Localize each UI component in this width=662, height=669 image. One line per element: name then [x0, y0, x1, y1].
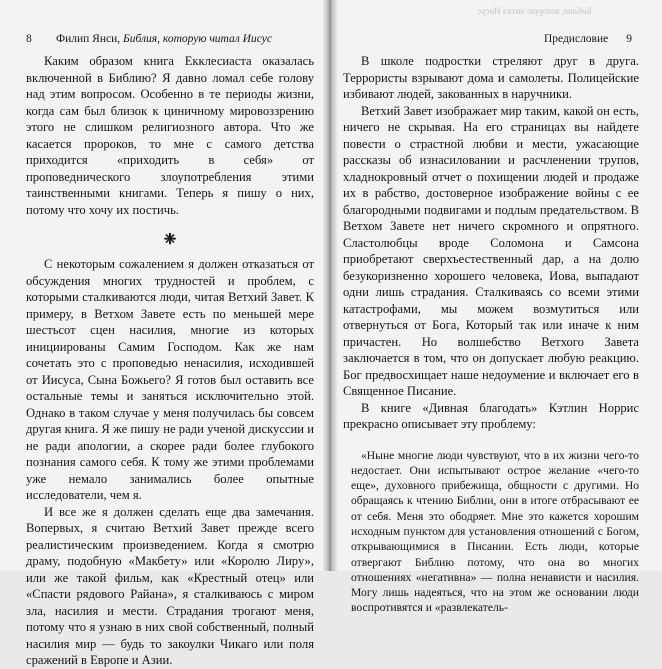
section-title: Предисловие [543, 33, 609, 45]
paragraph: В школе подростки стреляют друг в друга. Террористы взрывают дома и самолеты. Полицейские избивают людей, закованных в наручники. [343, 54, 639, 101]
left-page [0, 0, 326, 667]
right-running-header [332, 33, 632, 45]
paragraph: И все же я должен сделать еще два замечания. Вопервых, я считаю Ветхий Завет прежде всего реалистическим произведением. Когда я смотрю драму, подобную «Макбету» или «Королю Лиру», или же такой фильм, как «Крестный отец» или «Спасти рядового Райана», я сталкиваюсь с миром зла, насилия и мести. Страдания трогают меня, потому что я узнаю в них свой собственный, полный насилия мир — будь то закоулки Чикаго или поля сражений в Европе и Азии. [26, 504, 314, 667]
bleed-through-text: Библия, которую читал Иисус [477, 6, 592, 16]
left-body-text [26, 53, 314, 669]
page-number-left: 8 [26, 33, 32, 45]
paragraph: Ветхий Завет изображает мир таким, какой он есть, ничего не скрывая. На его страницах вы найдете повести о страстной любви и мести, ужасающие рассказы об изнасиловании и расчленении трупов, хладнокровный отчет о похищении людей и продаже их в рабство, достоверное изображение войны с ее благородными подвигами и подлым предательством. В Ветхом Завете нет ничего скромного и опрятного. Сластолюбцы вроде Соломона и Самсона приобретают сверхъестественный дар, а на долю безукоризненно хорошего человека, Иова, выпадают одни лишь страдания. Сталкиваясь со всеми этими катастрофами, мы можем возмутиться или отвернуться от Бога, Который так или иначе к ним причастен. Но волшебство Ветхого Завета заключается в том, что он допускает любую реакцию. Бог предвосхищает наше недоумение и включает его в Священное Писание. [343, 103, 639, 398]
paragraph: В книге «Дивная благодать» Кэтлин Норрис прекрасно описывает эту проблему: [343, 400, 639, 431]
left-running-header [26, 33, 316, 45]
paragraph: Каким образом книга Екклесиаста оказалась включенной в Библию? Я давно ломал себе голову над этим вопросом. Особенно в те периоды жизни, когда сам был близок к циничному мировоззрению этого не слишком религиозного автора. Что же касается пророков, то мне с самого детства приходится «приходить в себя» от проповеднического злоупотребления этими таинственными книгами. Теперь я пишу о них, потому что хочу их постичь. [26, 54, 314, 217]
right-page [332, 0, 662, 615]
quote-text: «Ныне многие люди чувствуют, что в их жизни чего-то недостает. Они испытывают острое желание «чего-то еще», духовного прибежища, общности с другими. Но обращаясь к чтению Библии, они в итоге отбрасывают ее от себя. Меня это ободряет. Мне это кажется хорошим исходным пунктом для установления отношений с Богом, открывающимися в Писании. Есть люди, которые отвергают Библию потому, что она во многих отношениях «негативна» — полна ненависти и насилия. Могу лишь надеяться, что на этом же основании люди воспротивятся и «развлекатель- [351, 448, 639, 615]
block-quote [343, 448, 639, 616]
author-name: Филип Янси, [56, 33, 121, 45]
book-gutter [322, 0, 338, 571]
book-title: Библия, которую читал Иисус [123, 33, 272, 45]
section-separator: ❈ [163, 232, 177, 248]
right-body-text [343, 53, 639, 616]
page-number-right: 9 [626, 33, 632, 45]
paragraph: С некоторым сожалением я должен отказаться от обсуждения многих трудностей и проблем, с которыми сталкиваются люди, читая Ветхий Завет. К примеру, в Ветхом Завете есть по меньшей мере шестьсот сцен насилия, многие из которых инициированы Самим Господом. Как же нам сочетать это с проповедью ненасилия, исходившей от Иисуса, Сына Божьего? Я готов был оставить все остальные темы и заняться исключительно этой. Однако в таком случае у меня получилась бы совсем другая книга. Я же пишу не ради ученой дискуссии и не ради апологии, а скорее ради более глубокого познания самого себя. К тому же этими проблемами уже немало занимались более опытные исследователи, чем я. [26, 257, 314, 502]
